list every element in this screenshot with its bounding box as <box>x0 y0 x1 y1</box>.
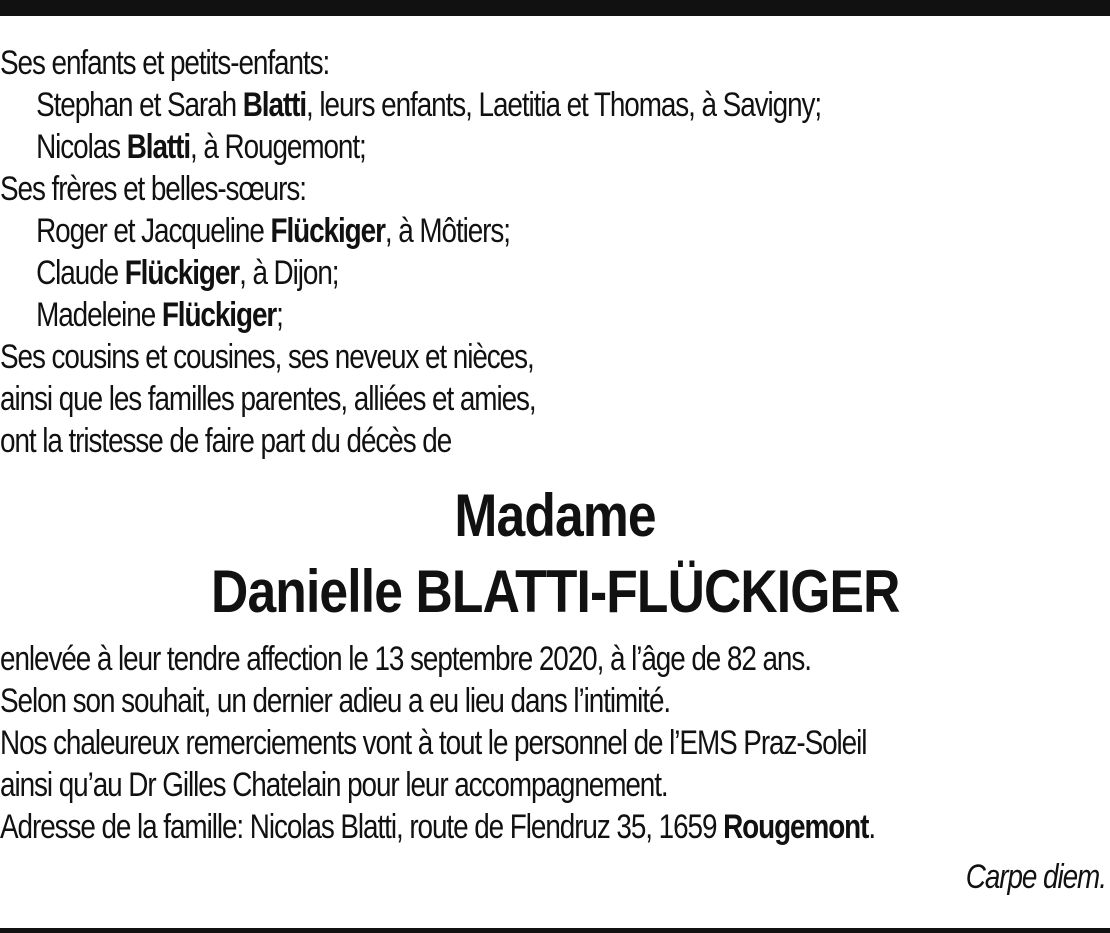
intro-line-10: ont la tristesse de faire part du décès de <box>0 422 452 460</box>
intro-line-8: Ses cousins et cousines, ses neveux et nièces, <box>0 338 534 376</box>
details-line-3: Nos chaleureux remerciements vont à tout le personnel de l’EMS Praz-Soleil <box>0 724 867 762</box>
closing-motto: Carpe diem. <box>965 858 1106 896</box>
details-section <box>0 638 1110 848</box>
intro-line-7: Madeleine Flückiger; <box>36 296 283 334</box>
bottom-rule <box>0 928 1110 933</box>
intro-section <box>0 42 1110 462</box>
details-line-5: Adresse de la famille: Nicolas Blatti, route de Flendruz 35, 1659 Rougemont. <box>0 808 876 846</box>
intro-line-9: ainsi que les familles parentes, alliées et amies, <box>0 380 536 418</box>
intro-line-5: Roger et Jacqueline Flückiger, à Môtiers; <box>36 212 510 250</box>
deceased-title: Madame <box>454 482 656 549</box>
intro-line-1: Ses enfants et petits-enfants: <box>0 44 330 82</box>
intro-line-3: Nicolas Blatti, à Rougemont; <box>36 128 366 166</box>
deceased-name-block <box>0 478 1110 630</box>
intro-line-2: Stephan et Sarah Blatti, leurs enfants, Laetitia et Thomas, à Savigny; <box>36 86 822 124</box>
details-line-1: enlevée à leur tendre affection le 13 septembre 2020, à l’âge de 82 ans. <box>0 640 811 678</box>
intro-line-6: Claude Flückiger, à Dijon; <box>36 254 339 292</box>
intro-line-4: Ses frères et belles-sœurs: <box>0 170 306 208</box>
top-rule <box>0 0 1110 16</box>
details-line-2: Selon son souhait, un dernier adieu a eu lieu dans l’intimité. <box>0 682 671 720</box>
deceased-name: Danielle BLATTI-FLÜCKIGER <box>210 558 900 625</box>
details-line-4: ainsi qu’au Dr Gilles Chatelain pour leur accompagnement. <box>0 766 668 804</box>
